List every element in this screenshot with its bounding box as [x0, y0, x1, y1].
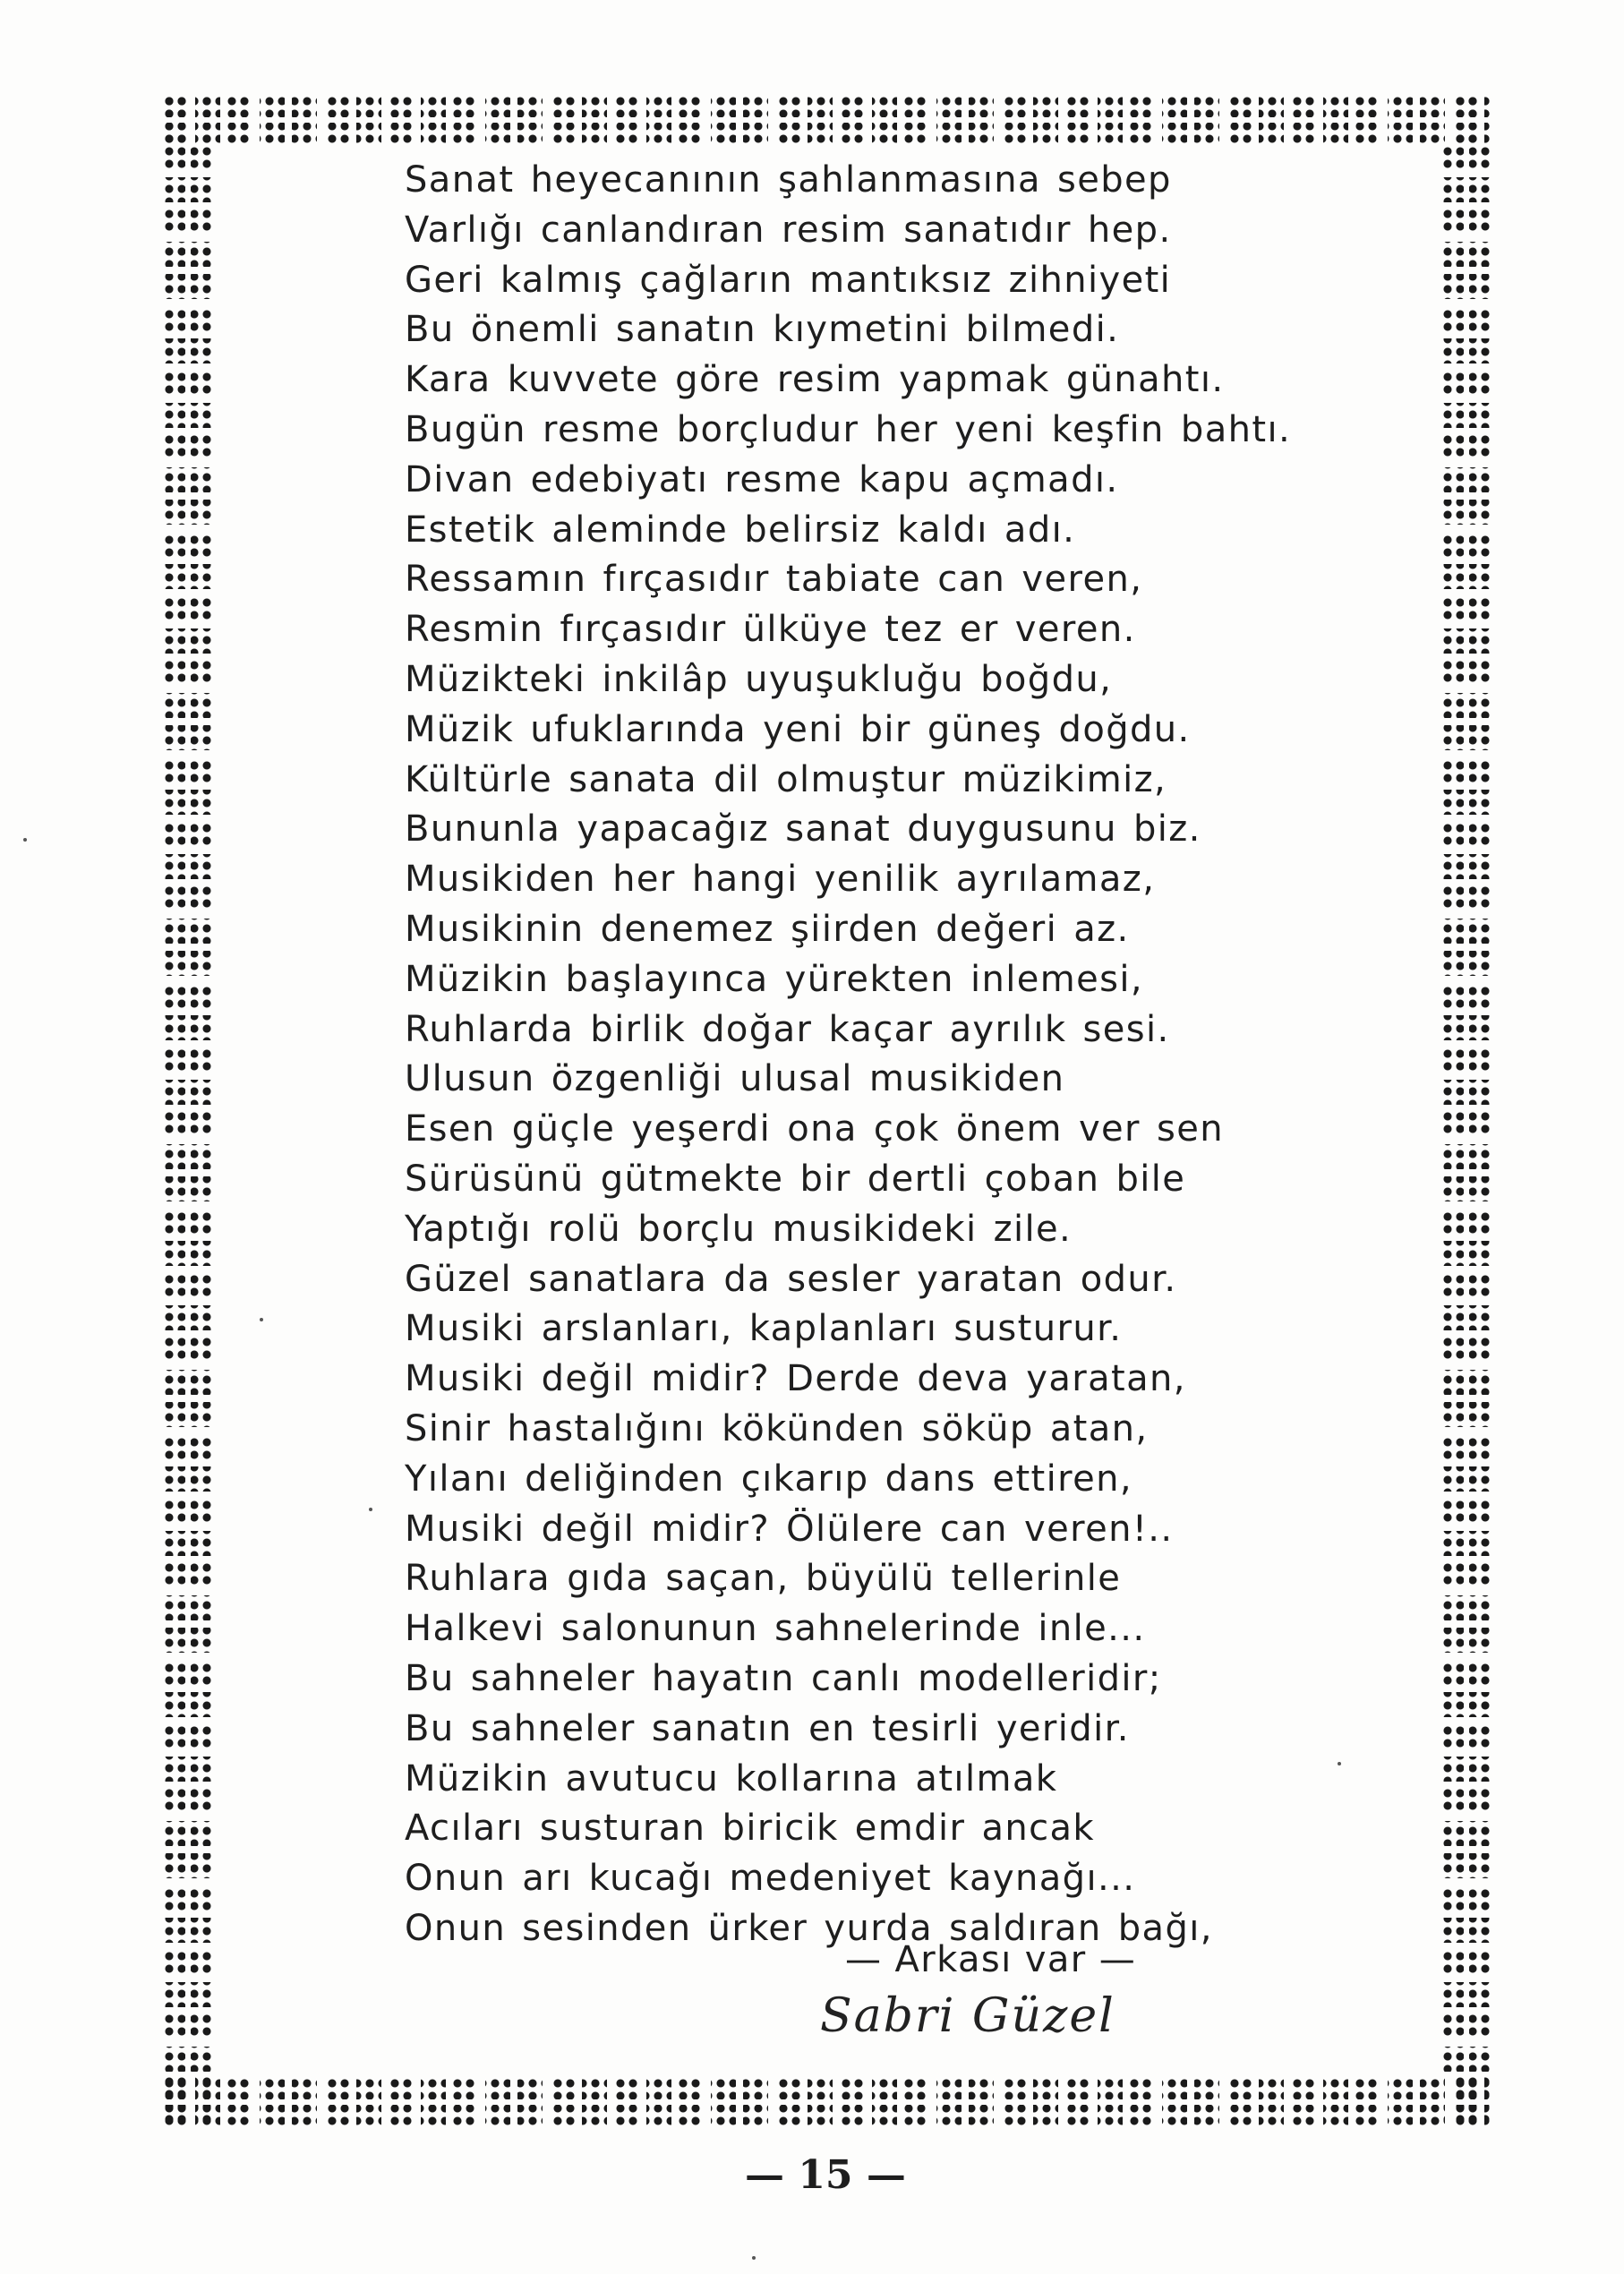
poem-line: Sinir hastalığını kökünden söküp atan, — [405, 1407, 1149, 1449]
poem-line: Güzel sanatlara da sesler yaratan odur. — [405, 1258, 1177, 1300]
scan-speck — [23, 838, 27, 842]
scan-speck — [260, 1318, 263, 1321]
poem-line: Varlığı canlandıran resim sanatıdır hep. — [405, 209, 1172, 251]
poem-line: Sanat heyecanının şahlanmasına sebep — [405, 159, 1172, 201]
poem-line: Bu önemli sanatın kıymetini bilmedi. — [405, 309, 1120, 351]
to-be-continued-note: — Arkası var — — [845, 1939, 1137, 1980]
poem-line: Müzikin avutucu kollarına atılmak — [405, 1757, 1058, 1800]
poem-line: Kültürle sanata dil olmuştur müzikimiz, — [405, 758, 1167, 800]
poem-line: Resmin fırçasıdır ülküye tez er veren. — [405, 609, 1136, 651]
page-number: — 15 — — [745, 2152, 906, 2198]
poem-line: Esen güçle yeşerdi ona çok önem ver sen — [405, 1108, 1225, 1150]
poem-line: Geri kalmış çağların mantıksız zihniyeti — [405, 259, 1172, 301]
frame-left-split — [185, 145, 191, 2077]
scan-speck — [369, 1508, 372, 1511]
poem-line: Bu sahneler sanatın en tesirli yeridir. — [405, 1707, 1130, 1749]
scan-speck — [1338, 1762, 1341, 1765]
poem-line: Ulusun özgenliği ulusal musikiden — [405, 1058, 1065, 1100]
frame-bottom-split — [163, 2099, 1492, 2105]
poem-text — [405, 156, 1407, 1954]
poem-line: Divan edebiyatı resme kapu açmadı. — [405, 458, 1119, 500]
poem-line: Müzikin başlayınca yürekten inlemesi, — [405, 958, 1143, 1000]
frame-right-split — [1464, 145, 1469, 2077]
poem-line: Onun sesinden ürker yurda saldıran bağı, — [405, 1907, 1213, 1949]
poem-line: Ruhlarda birlik doğar kaçar ayrılık sesi. — [405, 1008, 1170, 1050]
poem-line: Yaptığı rolü borçlu musikideki zile. — [405, 1208, 1073, 1250]
poem-line: Ressamın fırçasıdır tabiate can veren, — [405, 559, 1143, 601]
poem-line: Musiki değil midir? Derde deva yaratan, — [405, 1358, 1186, 1400]
poem-line: Acıları susturan biricik emdir ancak — [405, 1808, 1095, 1850]
poem-line: Musikiden her hangi yenilik ayrılamaz, — [405, 859, 1156, 901]
poem-line: Bununla yapacağız sanat duygusunu biz. — [405, 808, 1201, 851]
poem-line: Bugün resme borçludur her yeni keşfin bahtı. — [405, 408, 1292, 450]
poem-line: Musiki değil midir? Ölülere can veren!.. — [405, 1508, 1174, 1550]
poem-line: Yılanı deliğinden çıkarıp dans ettiren, — [405, 1458, 1133, 1500]
poem-line: Estetik aleminde belirsiz kaldı adı. — [405, 509, 1076, 551]
frame-top-split — [163, 117, 1492, 123]
poem-line: Müzikteki inkilâp uyuşukluğu boğdu, — [405, 658, 1113, 700]
poem-line: Ruhlara gıda saçan, büyülü tellerinle — [405, 1558, 1122, 1600]
author-signature: Sabri Güzel — [820, 1989, 1115, 2043]
poem-line: Kara kuvvete göre resim yapmak günahtı. — [405, 359, 1225, 401]
poem-line: Musiki arslanları, kaplanları susturur. — [405, 1308, 1123, 1350]
poem-line: Müzik ufuklarında yeni bir güneş doğdu. — [405, 708, 1191, 750]
poem-line: Musikinin denemez şiirden değeri az. — [405, 908, 1130, 950]
poem-line: Halkevi salonunun sahnelerinde inle... — [405, 1608, 1146, 1650]
poem-line: Bu sahneler hayatın canlı modelleridir; — [405, 1657, 1162, 1699]
scan-speck — [752, 2256, 756, 2260]
poem-line: Onun arı kucağı medeniyet kaynağı... — [405, 1858, 1136, 1900]
poem-line: Sürüsünü gütmekte bir dertli çoban bile — [405, 1158, 1186, 1200]
